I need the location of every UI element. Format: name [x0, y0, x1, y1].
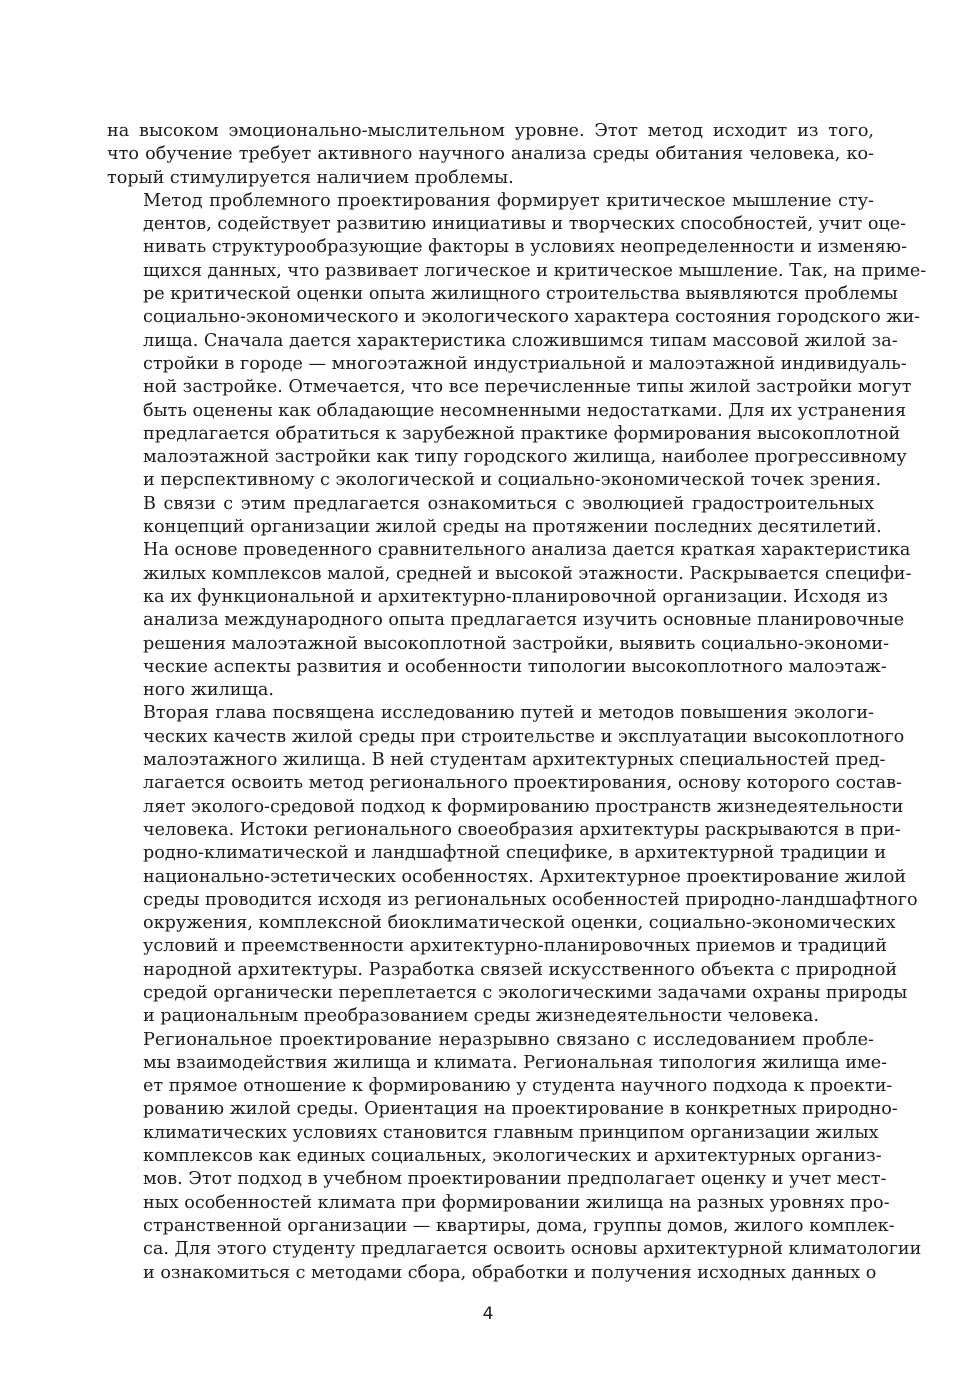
- text-line: рованию жилой среды. Ориентация на проектирование в конкретных природно-: [143, 1099, 898, 1120]
- text-line: национально-эстетических особенностях. Архитектурное проектирование жилой: [143, 866, 907, 887]
- text-line: ческие аспекты развития и особенности типологии высокоплотного малоэтаж-: [143, 656, 887, 677]
- paragraph: [107, 120, 874, 190]
- text-line: комплексов как единых социальных, экологических и архитектурных организ-: [143, 1146, 882, 1167]
- page-body: [107, 120, 927, 1285]
- text-line: человека. Истоки регионального своеобразия архитектуры раскрываются в при-: [143, 819, 901, 840]
- text-line: странственной организации — квартиры, дома, группы домов, жилого комплек-: [143, 1215, 895, 1236]
- text-line: окружения, комплексной биоклиматической оценки, социально-экономических: [143, 913, 896, 934]
- text-line: В связи с этим предлагается ознакомиться с эволюцией градостроительных: [143, 493, 874, 514]
- text-line: дентов, содействует развитию инициативы и творческих способностей, учит оце-: [143, 214, 907, 235]
- text-line: ляет эколого-средовой подход к формированию пространств жизнедеятельности: [143, 796, 904, 817]
- paragraph: [107, 493, 912, 703]
- page-number: 4: [482, 1304, 494, 1324]
- text-line: стройки в городе — многоэтажной индустриальной и малоэтажной индивидуаль-: [143, 353, 907, 374]
- text-line: мов. Этот подход в учебном проектировании предполагает оценку и учет мест-: [143, 1169, 887, 1190]
- text-line: на высоком эмоционально-мыслительном уровне. Этот метод исходит из того,: [107, 121, 874, 141]
- text-line: ет прямое отношение к формированию у студента научного подхода к проекти-: [143, 1076, 893, 1097]
- text-line: Вторая глава посвящена исследованию путей и методов повышения экологи-: [143, 703, 874, 724]
- paragraph: [107, 702, 918, 1028]
- text-line: жилых комплексов малой, средней и высокой этажности. Раскрывается специфи-: [143, 563, 912, 584]
- text-line: щихся данных, что развивает логическое и критическое мышление. Так, на приме-: [143, 260, 927, 281]
- text-line: концепций организации жилой среды на протяжении последних десятилетий.: [143, 517, 882, 538]
- text-line: нивать структурообразующие факторы в условиях неопределенности и изменяю-: [143, 237, 908, 258]
- text-line: быть оценены как обладающие несомненными недостатками. Для их устранения: [143, 400, 907, 421]
- text-line: ре критической оценки опыта жилищного строительства выявляются проблемы: [143, 284, 898, 305]
- text-line: ной застройке. Отмечается, что все перечисленные типы жилой застройки могут: [143, 377, 912, 398]
- text-line: са. Для этого студенту предлагается освоить основы архитектурной климатологии: [143, 1239, 922, 1260]
- text-line: условий и преемственности архитектурно-планировочных приемов и традиций: [143, 936, 887, 957]
- paragraph: [107, 190, 927, 493]
- text-line: На основе проведенного сравнительного анализа дается краткая характеристика: [143, 540, 911, 561]
- text-line: средой органически переплетается с экологическими задачами охраны природы: [143, 982, 908, 1003]
- text-line: ного жилища.: [143, 680, 274, 701]
- text-line: климатических условиях становится главным принципом организации жилых: [143, 1122, 879, 1143]
- text-line: малоэтажного жилища. В ней студентам архитектурных специальностей пред-: [143, 750, 886, 771]
- text-line: социально-экономического и экологического характера состояния городского жи-: [143, 307, 921, 328]
- text-line: и рациональным преобразованием среды жизнедеятельности человека.: [143, 1006, 820, 1027]
- text-line: что обучение требует активного научного анализа среды обитания человека, ко-: [107, 144, 874, 165]
- text-line: Метод проблемного проектирования формирует критическое мышление сту-: [143, 190, 874, 211]
- text-line: и ознакомиться с методами сбора, обработки и получения исходных данных о: [143, 1262, 877, 1283]
- text-line: ческих качеств жилой среды при строительстве и эксплуатации высокоплотного: [143, 726, 905, 747]
- text-line: родно-климатической и ландшафтной специфике, в архитектурной традиции и: [143, 843, 887, 864]
- text-line: народной архитектуры. Разработка связей искусственного объекта с природной: [143, 959, 898, 980]
- text-line: мы взаимодействия жилища и климата. Региональная типология жилища име-: [143, 1052, 888, 1073]
- text-line: ных особенностей климата при формировании жилища на разных уровнях про-: [143, 1192, 890, 1213]
- text-line: ка их функциональной и архитектурно-планировочной организации. Исходя из: [143, 586, 888, 607]
- text-line: решения малоэтажной высокоплотной застройки, выявить социально-экономи-: [143, 633, 890, 654]
- paragraph: [107, 1029, 922, 1285]
- text-line: анализа международного опыта предлагается изучить основные планировочные: [143, 610, 905, 631]
- text-line: Региональное проектирование неразрывно связано с исследованием пробле-: [143, 1029, 874, 1050]
- text-line: и перспективному с экологической и социально-экономической точек зрения.: [143, 470, 882, 491]
- text-line: малоэтажной застройки как типу городского жилища, наиболее прогрессивному: [143, 447, 907, 468]
- text-line: среды проводится исходя из региональных особенностей природно-ландшафтного: [143, 889, 918, 910]
- text-line: лища. Сначала дается характеристика сложившимся типам массовой жилой за-: [143, 330, 898, 351]
- text-line: предлагается обратиться к зарубежной практике формирования высокоплотной: [143, 423, 901, 444]
- text-line: лагается освоить метод регионального проектирования, основу которого состав-: [143, 773, 902, 794]
- text-line: торый стимулируется наличием проблемы.: [107, 167, 514, 188]
